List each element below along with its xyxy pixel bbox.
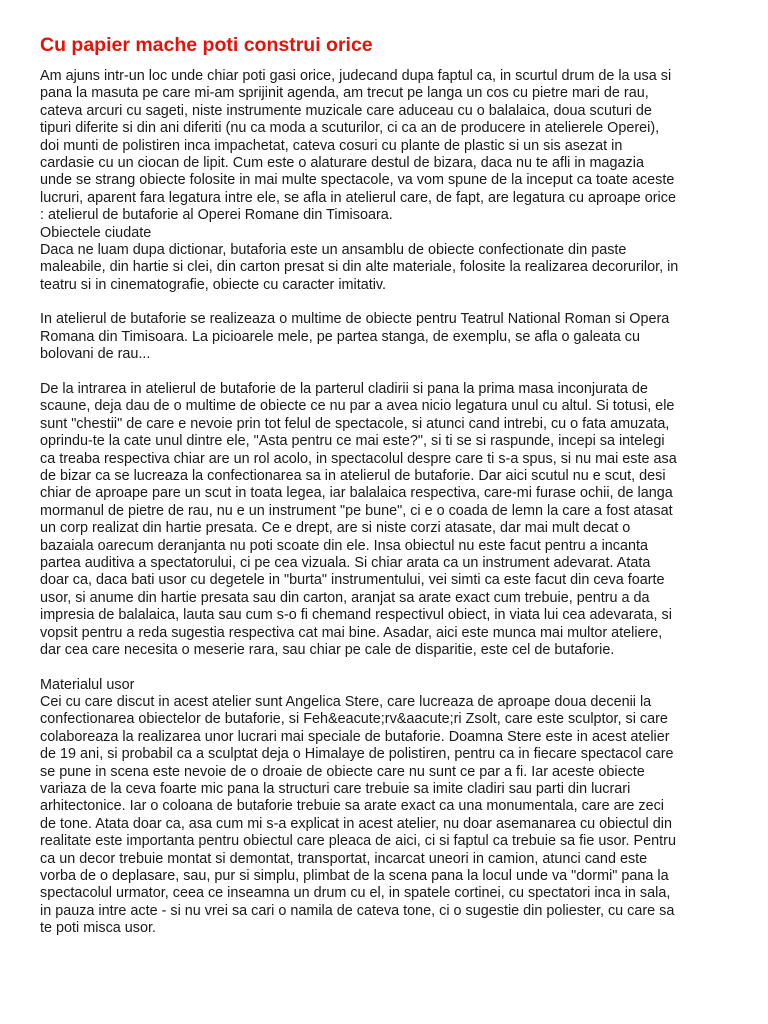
text-line: variaza de la ceva foarte mic pana la structuri care trebuie sa imite cladiri sau parti din lucrari	[40, 781, 631, 798]
text-line: : atelierul de butaforie al Operei Romane din Timisoara.	[40, 207, 393, 224]
text-line: spectacolul urmator, ceea ce inseamna un drum cu el, in spatele cortinei, cu spectatori inca in sala,	[40, 885, 671, 902]
text-line: de bizar ca se lucreaza la confectionarea sa in atelierul de butaforie. Dar aici scutul nu e scut, desi	[40, 467, 666, 484]
text-line: De la intrarea in atelierul de butaforie de la parterul cladirii si pana la prima masa inconjurata de	[40, 381, 648, 398]
text-line: arhitectonice. Iar o coloana de butaforie trebuie sa arate exact ca una monumentala, care are zeci	[40, 798, 664, 815]
text-line: tipuri diferite si din ani diferiti (nu ca moda a scuturilor, ci ca an de producere in atelierele Operei),	[40, 120, 660, 137]
text-line: bolovani de rau...	[40, 346, 151, 363]
text-line: cardasie cu un ciocan de lipit. Cum este o alaturare destul de bizara, daca nu te afli in magazia	[40, 154, 644, 171]
text-line: unde se strang obiecte folosite in mai multe spectacole, va vom spune de la inceput ca toate aceste	[40, 172, 675, 189]
text-line: ca treaba respectiva chiar are un rol acolo, in spectacolul despre care ti s-a spus, si nu mai este asa	[40, 450, 677, 467]
text-line: confectionarea obiectelor de butaforie, si Feh&eacute;rv&aacute;ri Zsolt, care este sculptor, si care	[40, 711, 668, 728]
text-line: dar cea care necesita o meserie rara, sau chiar pe cale de disparitie, este cel de butaforie.	[40, 641, 615, 658]
text-line: vopsit pentru a reda sugestia respectiva cat mai bine. Asadar, aici este munca mai multor ateliere,	[40, 624, 663, 641]
text-line: doar ca, daca bati usor cu degetele in "burta" instrumentului, vei simti ca este facut din ceva foarte	[40, 572, 665, 589]
text-line: pana la masuta pe care mi-am sprijinit agenda, am trecut pe langa un cos cu pietre mari de rau,	[40, 85, 649, 102]
text-line: maleabile, din hartie si clei, din carton presat si din alte materiale, folosite la realizarea decorurilor, in	[40, 259, 679, 276]
text-line: partea auditiva a spectatorului, ci pe cea vizuala. Si chiar arata ca un instrument adevarat. Atata	[40, 554, 651, 571]
text-line: de tone. Atata doar ca, asa cum mi s-a explicat in acest atelier, nu doar asemanarea cu obiectul din	[40, 815, 672, 832]
text-line: lucruri, aparent fara legatura intre ele, se afla in atelierul care, de fapt, are legatura cu aproape orice	[40, 189, 676, 206]
text-line: In atelierul de butaforie se realizeaza o multime de obiecte pentru Teatrul National Roman si Opera	[40, 311, 670, 328]
text-line: Am ajuns intr-un loc unde chiar poti gasi orice, judecand dupa faptul ca, in scurtul drum de la usa si	[40, 68, 672, 84]
text-line: Cei cu care discut in acest atelier sunt Angelica Stere, care lucreaza de aproape doua decenii la	[40, 694, 652, 711]
paragraph-gap	[40, 294, 740, 311]
text-line: un corp realizat din hartie presata. Ce e drept, are si niste corzi atasate, dar mai mult decat o	[40, 520, 631, 537]
text-line: se pune in scena este nevoie de o droaie de obiecte care nu sunt ce par a fi. Iar aceste obiecte	[40, 763, 645, 780]
text-line: sunt "chestii" de care e nevoie prin tot felul de spectacole, si atunci cand intrebi, cu o fata amuzata,	[40, 415, 670, 432]
text-line: scaune, deja dau de o multime de obiecte ce nu par a avea nicio legatura unul cu altul. Si totusi, ele	[40, 398, 675, 415]
text-line: Obiectele ciudate	[40, 224, 152, 241]
text-line: impresia de balalaica, lauta sau cum s-o fi chemand respectivul obiect, in viata lui cea adevarata, si	[40, 607, 672, 624]
text-line: Materialul usor	[40, 676, 135, 693]
text-line: de 19 ani, si probabil ca a sculptat deja o Himalaye de polistiren, pentru ca in fiecare spectacol care	[40, 746, 674, 763]
text-line: ca un decor trebuie montat si demontat, transportat, incarcat uneori in camion, atunci cand este	[40, 850, 648, 867]
text-line: te poti misca usor.	[40, 920, 156, 937]
text-line: mormanul de pietre de rau, nu e un instrument "pe bune", ci e o coada de lemn la care a fost atasat	[40, 502, 673, 519]
text-line: cateva arcuri cu sageti, niste instrumente muzicale care aduceau cu o balalaica, doua scuturi de	[40, 102, 652, 119]
article-body	[40, 68, 740, 938]
text-line: in pauza intre acte - si nu vrei sa cari o namila de cateva tone, ci o sugestie din poliester, cu care sa	[40, 902, 675, 919]
article-title: Cu papier mache poti construi orice	[40, 34, 373, 56]
text-line: colaboreaza la realizarea unor lucrari mai speciale de butaforie. Doamna Stere este in acest atelier	[40, 728, 670, 745]
text-line: Romana din Timisoara. La picioarele mele, pe partea stanga, de exemplu, se afla o galeata cu	[40, 328, 640, 345]
paragraph-gap	[40, 659, 740, 676]
text-line: doi munti de polistiren inca impachetat, cateva cosuri cu plante de plastic si un sis asezat in	[40, 137, 623, 154]
text-line: bazaiala oarecum deranjanta nu poti scoate din ele. Insa obiectul nu este facut pentru a incanta	[40, 537, 649, 554]
text-line: teatru si in cinematografie, obiecte cu caracter imitativ.	[40, 276, 387, 293]
text-line: chiar de aproape pare un scut in toata legea, iar balalaica respectiva, care-mi furase ochii, de langa	[40, 485, 673, 502]
text-line: realitate este importanta pentru obiectul care pleaca de aici, ci si faptul ca trebuie sa fie usor. Pentru	[40, 833, 676, 850]
text-line: Daca ne luam dupa dictionar, butaforia este un ansamblu de obiecte confectionate din paste	[40, 241, 627, 258]
text-line: oprindu-te la cate unul dintre ele, "Asta pentru ce mai este?", si ti se si raspunde, incepi sa intelegi	[40, 433, 665, 450]
text-line: usor, si anume din hartie presata sau din carton, aranjat sa arate exact cum trebuie, pentru a da	[40, 589, 650, 606]
paragraph-gap	[40, 364, 740, 381]
text-line: vorba de o deplasare, sau, pur si simplu, plimbat de la scena pana la locul unde va "dormi" pana la	[40, 867, 669, 884]
